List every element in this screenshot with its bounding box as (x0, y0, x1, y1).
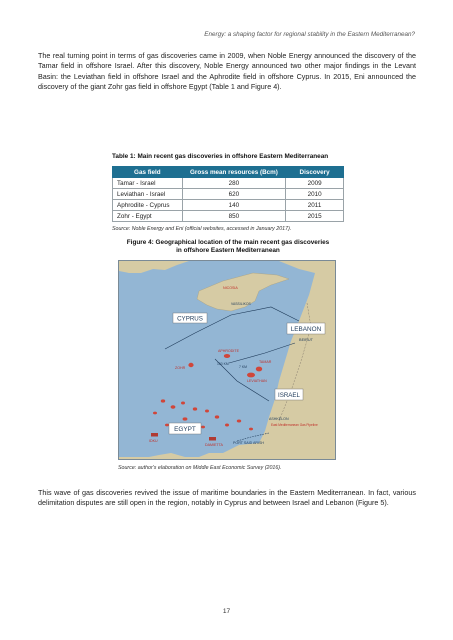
cell-gas-field: Zohr - Egypt (113, 211, 183, 222)
cell-resources: 850 (182, 211, 285, 222)
cell-discovery-year: 2015 (286, 211, 344, 222)
idku-lng-terminal (151, 433, 158, 437)
beirut-label: BEIRUT (299, 338, 313, 342)
zohr-field-marker (188, 363, 193, 367)
zohr-distance-label: 150 KM (217, 362, 229, 366)
closing-paragraph: This wave of gas discoveries revived the issue of maritime boundaries in the Eastern Mediterranean. In fact, various delimitation disputes are still open in the region, notably in Cyprus and between Israel and Lebanon (Figure 5). (38, 488, 416, 508)
page-number: 17 (222, 608, 231, 615)
idku-label: IDKU (149, 439, 158, 443)
gas-field-marker (205, 410, 209, 413)
gas-discoveries-map (118, 260, 336, 460)
zohr-label: ZOHR (175, 366, 186, 370)
aphrodite-field-marker (224, 354, 230, 358)
tamar-label: TAMAR (259, 360, 272, 364)
cyprus-label: CYPRUS (177, 315, 203, 323)
gas-field-marker (215, 415, 219, 418)
lebanon-label: LEBANON (290, 326, 322, 333)
table-header-row (113, 167, 344, 178)
table-caption: Table 1: Main recent gas discoveries in offshore Eastern Mediterranean (112, 153, 329, 160)
leviathan-field-marker (247, 373, 255, 378)
figure-caption-line: Figure 4: Geographical location of the main recent gas discoveries (126, 239, 330, 246)
damietta-lng-terminal (209, 437, 216, 441)
gas-field-marker (201, 426, 205, 429)
gas-field-marker (193, 407, 197, 410)
cell-resources: 280 (182, 178, 285, 189)
gas-field-marker (181, 402, 185, 405)
running-header: Energy: a shaping factor for regional stability in the Eastern Mediterranean? (204, 31, 415, 38)
table-row (113, 189, 344, 200)
table-row (113, 211, 344, 222)
header-gas-field: Gas field (113, 167, 183, 178)
cell-discovery-year: 2009 (286, 178, 344, 189)
header-discovery: Discovery (286, 167, 344, 178)
cell-discovery-year: 2010 (286, 189, 344, 200)
cell-resources: 620 (182, 189, 285, 200)
gas-field-marker (165, 424, 169, 427)
gas-discoveries-table (112, 166, 344, 222)
gas-field-marker (171, 405, 176, 408)
cell-discovery-year: 2011 (286, 200, 344, 211)
leviathan-label: LEVIATHAN (247, 379, 267, 383)
figure-source-note: Source: author's elaboration on Middle East Economic Survey (2016). (118, 465, 282, 471)
cell-gas-field: Leviathan - Israel (113, 189, 183, 200)
cell-gas-field: Aphrodite - Cyprus (113, 200, 183, 211)
gas-field-marker (161, 399, 165, 402)
gas-field-marker (183, 417, 188, 420)
tamar-distance-label: 7 KM (239, 365, 247, 369)
nicosia-label: NICOSIA (223, 286, 238, 290)
table-row (113, 200, 344, 211)
map-svg (119, 261, 336, 460)
figure-caption-line: in offshore Eastern Mediterranean (176, 247, 280, 254)
cell-gas-field: Tamar - Israel (113, 178, 183, 189)
damietta-label: DAMIETTA (205, 443, 223, 447)
emg-pipeline-label: East Mediterranean Gas Pipeline (271, 423, 318, 427)
israel-label: ISRAEL (277, 392, 301, 399)
header-gross-mean-resources: Gross mean resources (Bcm) (182, 167, 285, 178)
gas-field-marker (249, 428, 253, 431)
intro-paragraph: The real turning point in terms of gas discoveries came in 2009, when Noble Energy announced the discovery of the Tamar field in offshore Israel. After this discovery, Noble Energy announced two other major findings in the Levant Basin: the Leviathan field in offshore Israel and the Aphrodite field in offshore Cyprus. In 2015, Eni announced the discovery of the giant Zohr gas field in offshore Egypt (Table 1 and Figure 4). (38, 51, 416, 91)
gas-field-marker (153, 412, 157, 415)
gas-field-marker (237, 420, 241, 423)
arish-label: ARISH (253, 441, 264, 445)
vassilikos-label: VASSILIKOS (231, 302, 251, 306)
cell-resources: 140 (182, 200, 285, 211)
ashkelon-label: ASHKELON (269, 417, 289, 421)
figure-caption (112, 239, 344, 255)
tamar-field-marker (256, 367, 262, 372)
port-said-label: PORT SAID (233, 441, 253, 445)
aphrodite-label: APHRODITE (218, 349, 239, 353)
gas-field-marker (225, 424, 229, 427)
egypt-label: EGYPT (174, 426, 196, 433)
table-row (113, 178, 344, 189)
table-source-note: Source: Noble Energy and Eni (official websites, accessed in January 2017). (112, 226, 292, 232)
